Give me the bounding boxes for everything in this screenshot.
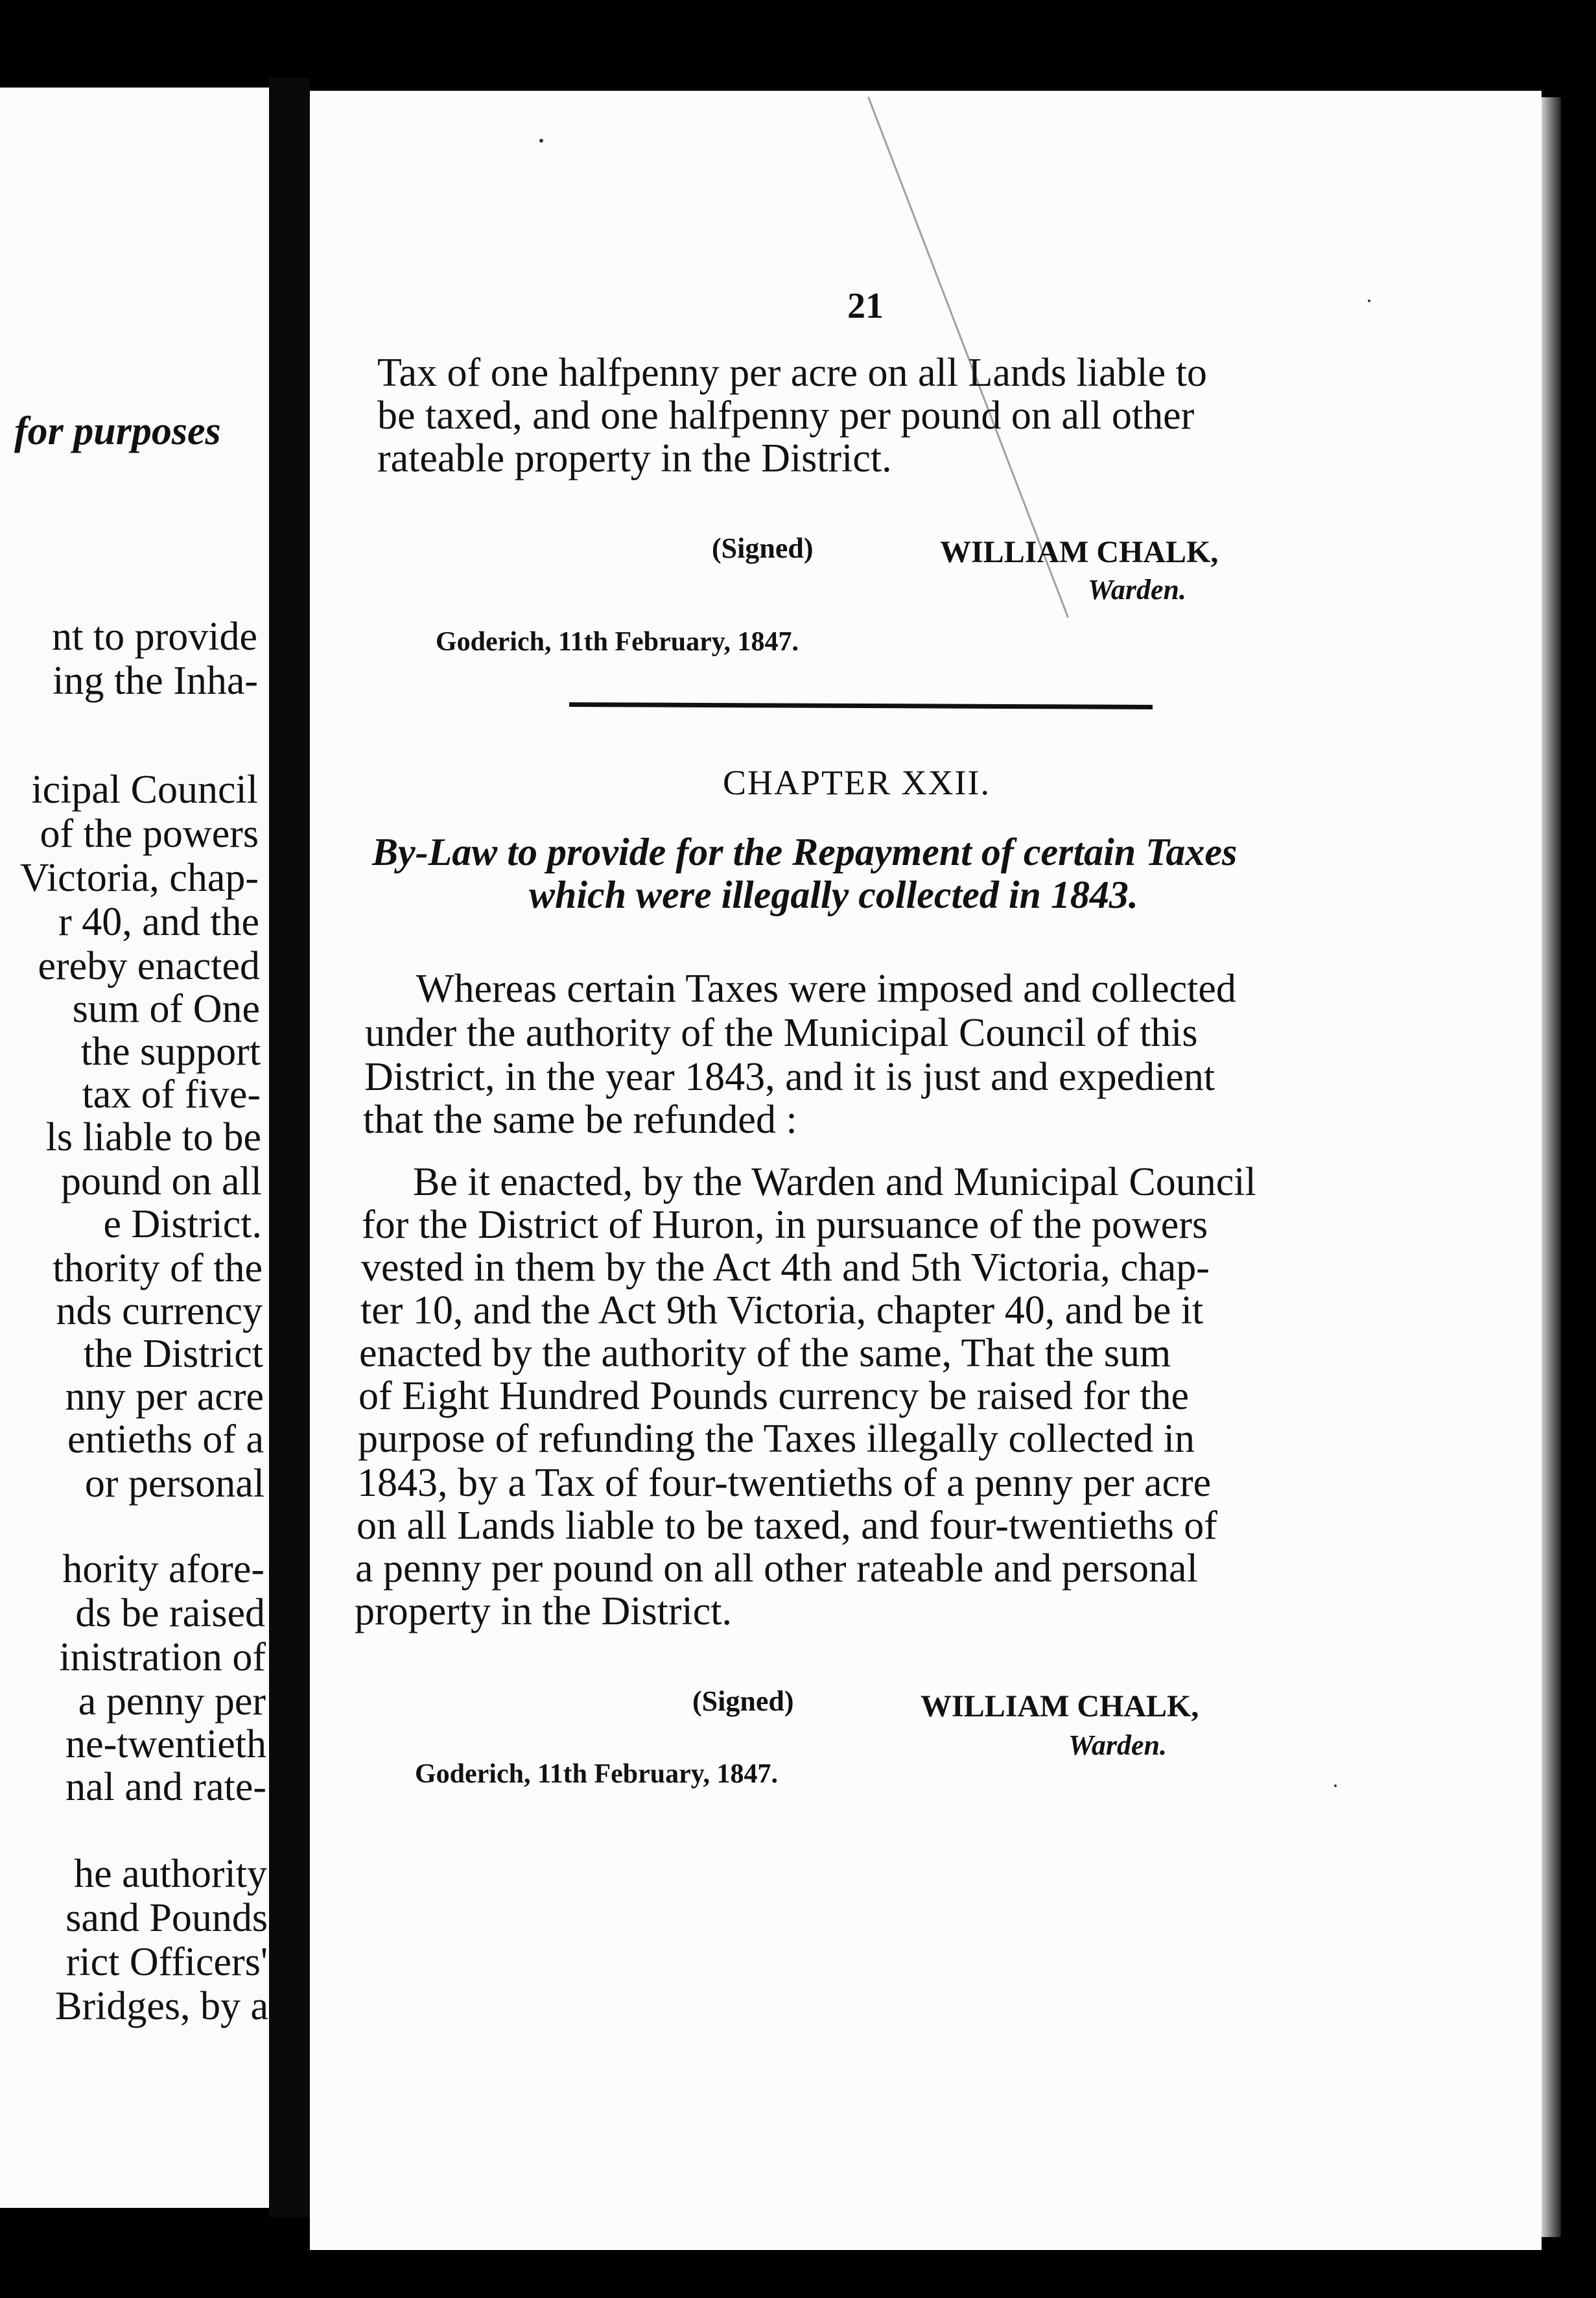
left-page-line: sum of One <box>72 987 260 1031</box>
left-page-line: ing the Inha- <box>53 659 258 703</box>
bylaw-body-line: for the District of Huron, in pursuance of the powers <box>362 1203 1208 1247</box>
page-gutter <box>269 78 310 2218</box>
signatory-title-1: Warden. <box>1088 574 1186 606</box>
left-page-line: inistration of <box>59 1635 266 1679</box>
bylaw-body-line: ter 10, and the Act 9th Victoria, chapter 40, and be it <box>360 1288 1204 1333</box>
bylaw-body-line: Be it enacted, by the Warden and Municipal Council <box>413 1160 1256 1204</box>
left-page-line: nds currency <box>56 1289 263 1333</box>
left-page-line: r 40, and the <box>58 900 259 944</box>
left-page-line: ls liable to be <box>45 1115 261 1159</box>
page-edge-shadow <box>1542 97 1561 2237</box>
bylaw-body-line: property in the District. <box>355 1589 732 1633</box>
bylaw-title-line-1: By-Law to provide for the Repayment of certain Taxes <box>372 831 1238 873</box>
left-page-line: a penny per <box>78 1679 266 1723</box>
bylaw-body-line: of Eight Hundred Pounds currency be raised for the <box>358 1374 1189 1418</box>
ink-speck <box>1368 300 1370 302</box>
left-page-line: Bridges, by a <box>55 1984 268 2028</box>
opening-line-2: be taxed, and one halfpenny per pound on all other <box>377 394 1195 438</box>
ink-speck <box>539 139 543 143</box>
left-page-line: he authority <box>74 1852 267 1896</box>
opening-line-1: Tax of one halfpenny per acre on all Lands liable to <box>377 351 1207 395</box>
page-number: 21 <box>847 286 884 326</box>
bylaw-body-line: on all Lands liable to be taxed, and four-twentieths of <box>357 1504 1217 1548</box>
left-page-line: ereby enacted <box>38 944 260 988</box>
left-page-line: thority of the <box>53 1246 263 1290</box>
bylaw-body-line: under the authority of the Municipal Council of this <box>365 1011 1198 1055</box>
ink-speck <box>1334 1784 1337 1787</box>
bylaw-body-line: a penny per pound on all other rateable and personal <box>355 1546 1198 1591</box>
left-page-line: tax of five- <box>82 1072 261 1117</box>
bylaw-body-line: Whereas certain Taxes were imposed and collected <box>416 967 1236 1011</box>
left-page-line: nt to provide <box>52 615 257 659</box>
section-rule <box>569 702 1153 709</box>
dateline-1: Goderich, 11th February, 1847. <box>436 627 799 657</box>
left-page-line: icipal Council <box>31 768 258 812</box>
left-page-line: ds be raised <box>75 1591 265 1635</box>
bylaw-body-line: purpose of refunding the Taxes illegally collected in <box>358 1417 1195 1461</box>
left-page-line: the District <box>83 1332 263 1376</box>
signatory-title-2: Warden. <box>1068 1729 1167 1761</box>
left-page-heading: for purposes <box>14 409 221 453</box>
bylaw-body-line: enacted by the authority of the same, That the sum <box>359 1331 1171 1375</box>
left-page-line: hority afore- <box>62 1547 264 1591</box>
right-page <box>310 91 1542 2250</box>
left-page-line: or personal <box>84 1462 264 1506</box>
signed-label-1: (Signed) <box>712 532 814 564</box>
left-page-line: nny per acre <box>65 1375 264 1419</box>
left-page-line: sand Pounds <box>65 1896 268 1940</box>
left-page-line: rict Officers' <box>65 1940 268 1984</box>
bylaw-body-line: 1843, by a Tax of four-twentieths of a penny per acre <box>357 1461 1212 1505</box>
left-page <box>0 88 269 2208</box>
dateline-2: Goderich, 11th February, 1847. <box>415 1759 778 1789</box>
signatory-name-2: WILLIAM CHALK, <box>921 1689 1199 1723</box>
signatory-name-1: WILLIAM CHALK, <box>940 535 1219 569</box>
bylaw-body-line: District, in the year 1843, and it is just and expedient <box>364 1055 1215 1099</box>
left-page-line: entieths of a <box>67 1417 264 1462</box>
bylaw-title-line-2: which were illegally collected in 1843. <box>529 873 1138 916</box>
opening-line-3: rateable property in the District. <box>377 436 892 480</box>
left-page-line: pound on all <box>61 1159 262 1203</box>
left-page-line: ne-twentieth <box>65 1722 266 1766</box>
left-page-line: Victoria, chap- <box>19 856 259 900</box>
left-page-line: e District. <box>103 1202 262 1246</box>
bylaw-body-line: that the same be refunded : <box>363 1098 797 1142</box>
left-page-line: of the powers <box>40 812 259 856</box>
left-page-line: the support <box>80 1030 261 1074</box>
bylaw-body-line: vested in them by the Act 4th and 5th Victoria, chap- <box>361 1246 1210 1290</box>
chapter-heading: CHAPTER XXII. <box>723 763 991 802</box>
signed-label-2: (Signed) <box>692 1685 794 1717</box>
left-page-line: nal and rate- <box>65 1765 266 1809</box>
